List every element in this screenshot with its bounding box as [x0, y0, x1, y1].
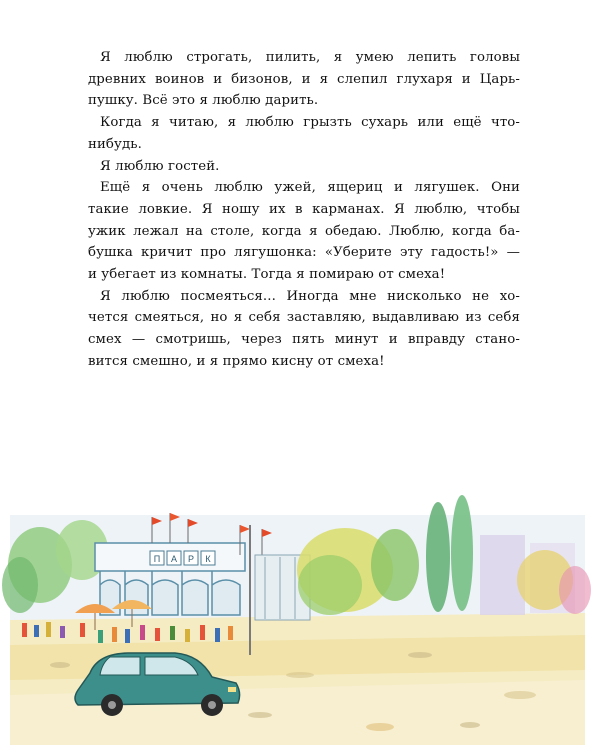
- paragraph: [88, 112, 520, 155]
- text-line: древних воинов и бизонов, и я слепил глухаря и Царь-: [88, 71, 520, 87]
- text-line: Я люблю гостей.: [100, 158, 220, 174]
- person: [46, 622, 51, 637]
- story-text: [88, 47, 520, 373]
- person: [215, 628, 220, 642]
- text-line: Когда я читаю, я люблю грызть сухарь или ещё что-: [100, 115, 520, 131]
- spot: [286, 672, 314, 678]
- text-line: такие ловкие. Я ношу их в карманах. Я люблю, чтобы: [88, 201, 520, 217]
- paragraph: [88, 286, 520, 373]
- sign-letter: П: [153, 554, 161, 564]
- tree-green: [298, 555, 362, 615]
- poplar: [451, 495, 473, 611]
- person: [34, 625, 39, 637]
- person: [125, 629, 130, 643]
- person: [228, 626, 233, 640]
- person: [80, 623, 85, 637]
- person: [98, 630, 103, 643]
- spot: [408, 652, 432, 658]
- sign-letter: А: [170, 554, 178, 564]
- spot: [248, 712, 272, 718]
- car-hub: [208, 701, 216, 709]
- tree-green-2: [371, 529, 419, 601]
- person: [60, 626, 65, 638]
- text-line: чется смеяться, но я себя заставляю, выдавливаю из себя: [88, 310, 520, 326]
- sign-letter: Р: [187, 554, 195, 564]
- text-line: и убегает из комнаты. Тогда я помираю от смеха!: [88, 267, 446, 283]
- person: [170, 626, 175, 640]
- person: [155, 628, 160, 641]
- text-line: смех — смотришь, через пять минут и вправду стано-: [88, 332, 520, 348]
- text-line: Я люблю посмеяться... Иногда мне нисколько не хо-: [100, 288, 520, 304]
- sign-letter: К: [205, 554, 211, 564]
- person: [200, 625, 205, 640]
- car-hub: [108, 701, 116, 709]
- spot: [460, 722, 480, 728]
- text-line: бушка кричит про лягушонка: «Уберите эту гадость!» —: [88, 245, 520, 261]
- person: [140, 625, 145, 640]
- park-watercolor: [0, 495, 600, 750]
- text-line: вится смешно, и я прямо кисну от смеха!: [88, 353, 385, 369]
- text-line: ужик лежал на столе, когда я обедаю. Люблю, когда ба-: [88, 223, 520, 239]
- person: [112, 627, 117, 642]
- tree-left-3: [2, 557, 38, 613]
- poplar: [426, 502, 450, 612]
- paragraph: [88, 177, 520, 286]
- spot: [504, 691, 536, 699]
- tree-pink: [559, 566, 591, 614]
- text-line: Я люблю строгать, пилить, я умею лепить головы: [100, 50, 520, 65]
- car-headlight: [228, 687, 236, 692]
- person: [185, 629, 190, 642]
- text-line: Ещё я очень люблю ужей, ящериц и лягушек. Они: [100, 180, 520, 196]
- paragraph: [88, 156, 520, 178]
- spot: [50, 662, 70, 668]
- spot: [366, 723, 394, 731]
- paragraph: [88, 47, 520, 112]
- person: [22, 623, 27, 637]
- text-line: нибудь.: [88, 136, 142, 152]
- park-illustration: [0, 495, 600, 750]
- text-line: пушку. Всё это я люблю дарить.: [88, 93, 319, 109]
